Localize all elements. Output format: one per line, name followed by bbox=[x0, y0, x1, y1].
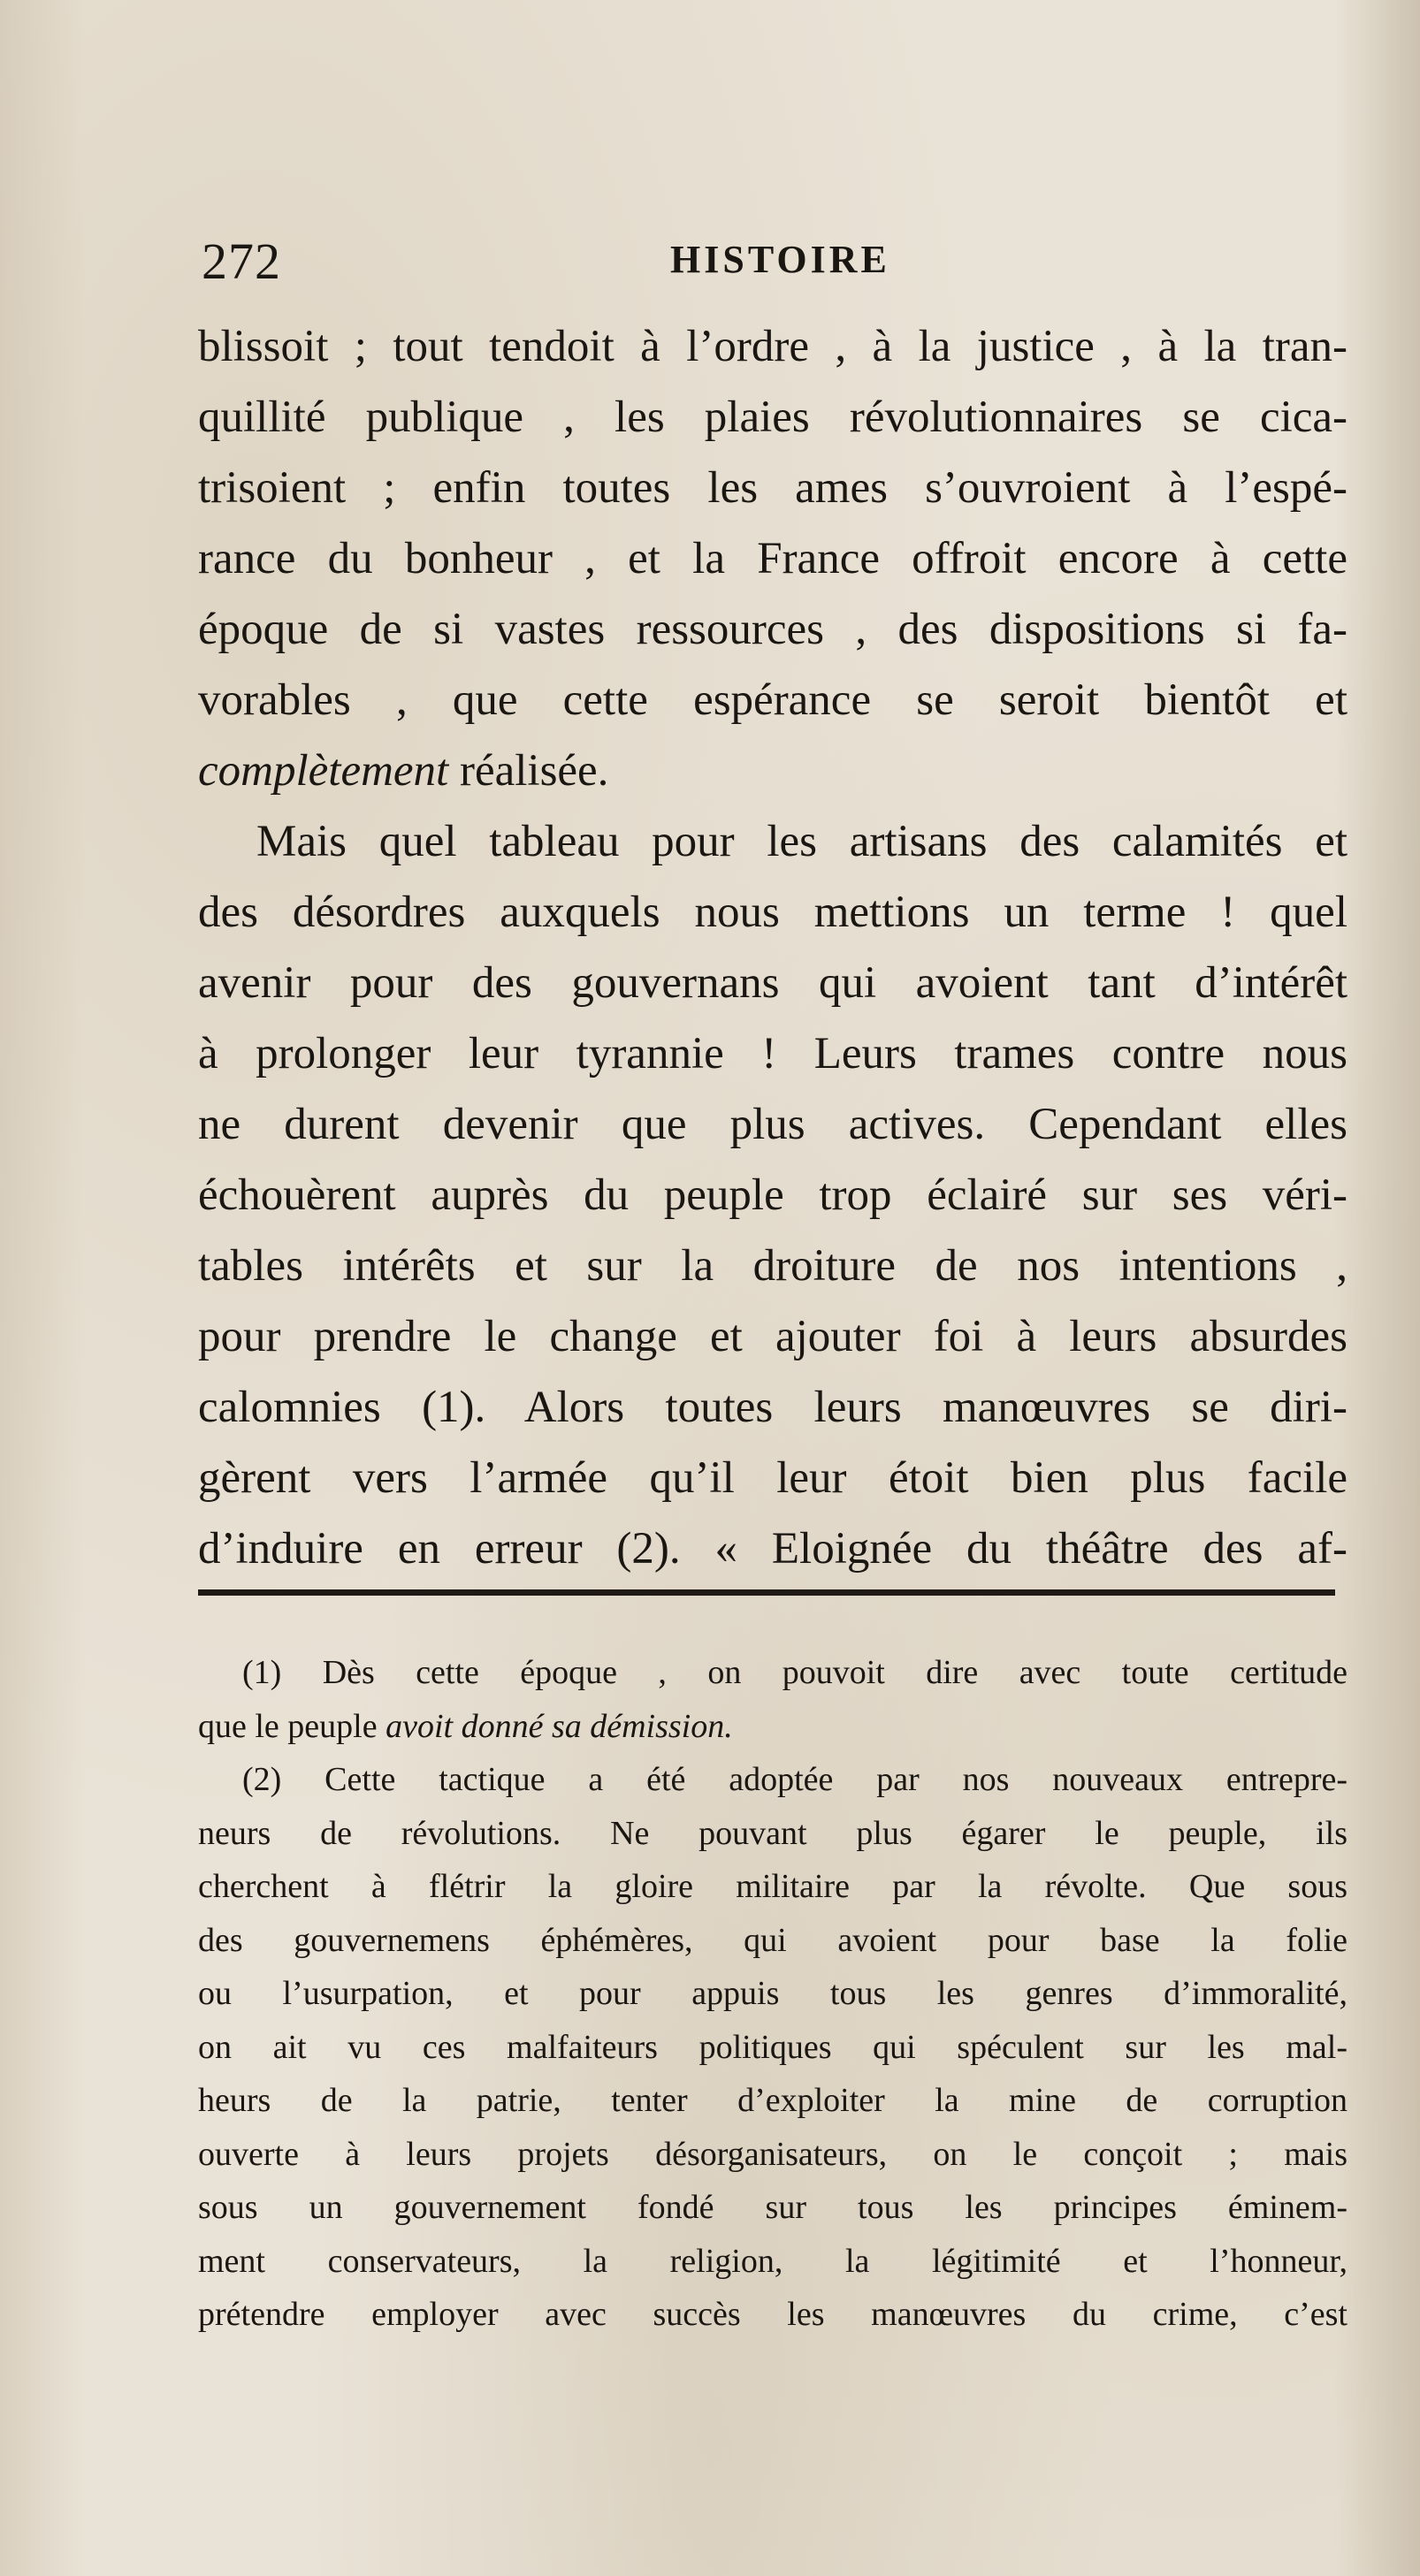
running-head bbox=[202, 232, 1351, 302]
text-line: rance du bonheur , et la France offroit encore à cette bbox=[198, 534, 1347, 583]
text-line: blissoit ; tout tendoit à l’ordre , à la justice , à la tran- bbox=[198, 322, 1347, 371]
text-line: trisoient ; enfin toutes les ames s’ouvroient à l’espé- bbox=[198, 463, 1347, 513]
footnote-1-line bbox=[198, 1700, 1347, 1754]
text-line: ne durent devenir que plus actives. Cependant elles bbox=[198, 1100, 1347, 1149]
footnote-2-line: sous un gouvernement fondé sur tous les principes éminem- bbox=[198, 2189, 1347, 2226]
footnote-2-line: (2) Cette tactique a été adoptée par nos nouveaux entrepre- bbox=[242, 1761, 1347, 1798]
text-line: tables intérêts et sur la droiture de nos intentions , bbox=[198, 1241, 1347, 1291]
running-title: HISTOIRE bbox=[670, 238, 890, 281]
text-line: à prolonger leur tyrannie ! Leurs trames contre nous bbox=[198, 1029, 1347, 1078]
text-line: des désordres auxquels nous mettions un terme ! quel bbox=[198, 888, 1347, 937]
text-line bbox=[198, 735, 1347, 806]
page-number: 272 bbox=[202, 232, 281, 290]
footnote-separator-rule bbox=[198, 1589, 1335, 1596]
footnote-2-line: heurs de la patrie, tenter d’exploiter la mine de corruption bbox=[198, 2082, 1347, 2119]
footnote-2-line: ou l’usurpation, et pour appuis tous les genres d’immoralité, bbox=[198, 1975, 1347, 2012]
footnote-2-line: on ait vu ces malfaiteurs politiques qui spéculent sur les mal- bbox=[198, 2028, 1347, 2066]
footnote-2-line: ment conservateurs, la religion, la légitimité et l’honneur, bbox=[198, 2242, 1347, 2280]
italic-emphasis: complètement bbox=[198, 746, 449, 796]
text-line: avenir pour des gouvernans qui avoient tant d’intérêt bbox=[198, 958, 1347, 1008]
footnote-2-line: neurs de révolutions. Ne pouvant plus égarer le peuple, ils bbox=[198, 1814, 1347, 1852]
footnote-2-line: des gouvernemens éphémères, qui avoient pour base la folie bbox=[198, 1921, 1347, 1959]
text-line: calomnies (1). Alors toutes leurs manœuvres se diri- bbox=[198, 1383, 1347, 1432]
text-line: époque de si vastes ressources , des dispositions si fa- bbox=[198, 605, 1347, 654]
paragraph-start-line: Mais quel tableau pour les artisans des calamités et bbox=[256, 817, 1347, 866]
footnote-2-line: cherchent à flétrir la gloire militaire par la révolte. Que sous bbox=[198, 1868, 1347, 1905]
text-line: vorables , que cette espérance se seroit bientôt et bbox=[198, 675, 1347, 725]
footnote-1-line: (1) Dès cette époque , on pouvoit dire avec toute certitude bbox=[242, 1654, 1347, 1691]
text-line: échouèrent auprès du peuple trop éclairé sur ses véri- bbox=[198, 1170, 1347, 1220]
text-line: gèrent vers l’armée qu’il leur étoit bien plus facile bbox=[198, 1453, 1347, 1503]
text-line: pour prendre le change et ajouter foi à leurs absurdes bbox=[198, 1312, 1347, 1361]
text-line: d’induire en erreur (2). « Eloignée du théâtre des af- bbox=[198, 1524, 1347, 1574]
footnotes bbox=[198, 1646, 1347, 2342]
text-fragment: réalisée. bbox=[459, 746, 609, 796]
footnote-2-line: ouverte à leurs projets désorganisateurs, on le conçoit ; mais bbox=[198, 2135, 1347, 2173]
footnote-2-line: prétendre employer avec succès les manœuvres du crime, c’est bbox=[198, 2296, 1347, 2333]
text-line: quillité publique , les plaies révolutionnaires se cica- bbox=[198, 392, 1347, 442]
main-text bbox=[198, 311, 1347, 1584]
text-fragment: que le peuple bbox=[198, 1707, 378, 1745]
italic-emphasis: avoit donné sa démission. bbox=[386, 1707, 733, 1745]
